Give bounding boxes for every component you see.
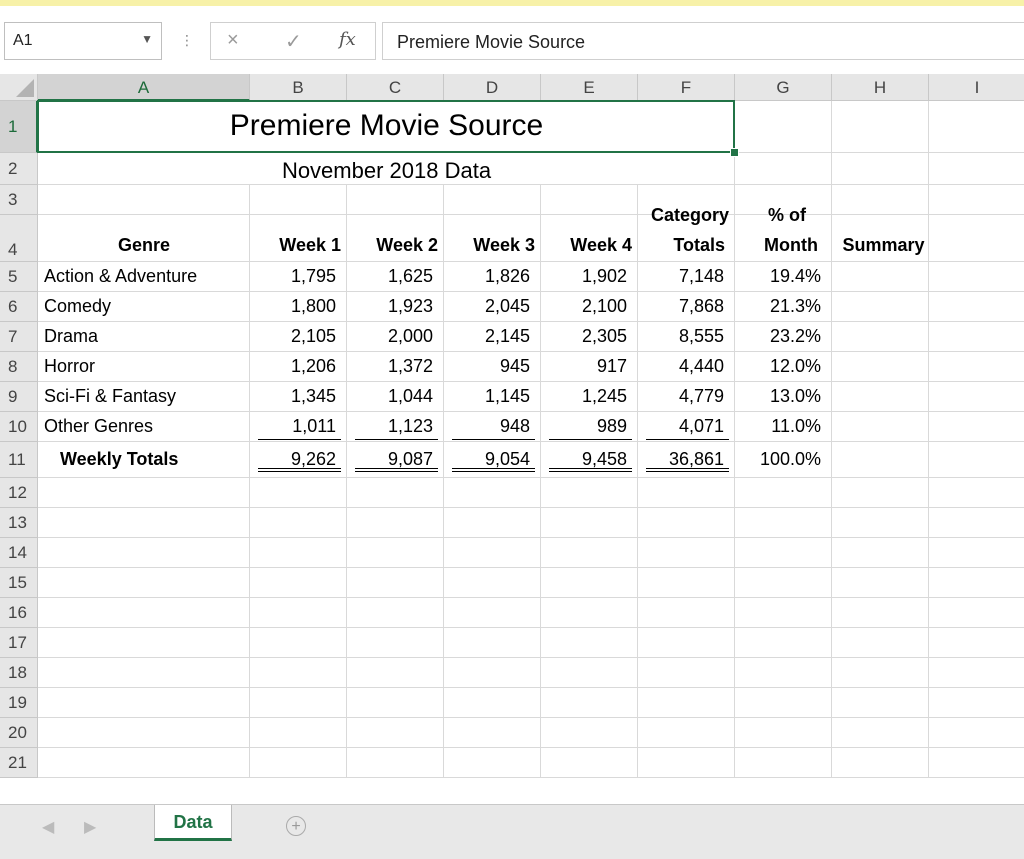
drag-handle-icon[interactable]: ⋮ — [180, 32, 193, 48]
cell[interactable] — [250, 478, 347, 508]
total-w2: 9,087 — [387, 449, 433, 469]
cell[interactable] — [38, 185, 250, 215]
cell[interactable] — [444, 538, 541, 568]
cell[interactable] — [38, 598, 250, 628]
value-total: 4,071 — [678, 416, 724, 436]
name-box[interactable] — [4, 22, 162, 60]
cell[interactable] — [444, 508, 541, 538]
row-header-21[interactable]: 21 — [0, 748, 38, 778]
cell[interactable] — [347, 688, 444, 718]
cell[interactable] — [832, 322, 929, 352]
value-w3: 1,826 — [484, 266, 530, 286]
double-underline — [646, 468, 729, 472]
value-w2: 2,000 — [387, 326, 433, 346]
genre-label: Drama — [44, 326, 99, 346]
cell[interactable] — [929, 688, 1024, 718]
cell[interactable] — [250, 688, 347, 718]
cell[interactable] — [38, 658, 250, 688]
value-total: 7,868 — [678, 296, 724, 316]
cell[interactable] — [638, 568, 735, 598]
cell[interactable] — [735, 598, 832, 628]
cell[interactable] — [347, 478, 444, 508]
cell[interactable] — [929, 352, 1024, 382]
cell[interactable] — [444, 658, 541, 688]
row-header-9[interactable]: 9 — [0, 382, 38, 412]
next-sheet-icon[interactable]: ▶ — [84, 819, 97, 836]
value-w2: 1,044 — [387, 386, 433, 406]
cell[interactable] — [929, 382, 1024, 412]
value-w1: 2,105 — [290, 326, 336, 346]
cell[interactable] — [38, 748, 250, 778]
cell[interactable] — [832, 292, 929, 322]
fill-handle[interactable] — [730, 148, 739, 157]
cell[interactable] — [541, 508, 638, 538]
cell[interactable] — [444, 628, 541, 658]
value-w4: 1,245 — [581, 386, 627, 406]
cell[interactable] — [638, 718, 735, 748]
cell[interactable] — [929, 658, 1024, 688]
cell[interactable] — [347, 658, 444, 688]
formula-bar — [0, 6, 1024, 73]
row-header-16[interactable]: 16 — [0, 598, 38, 628]
cell[interactable] — [541, 628, 638, 658]
total-w3: 9,054 — [484, 449, 530, 469]
cell[interactable] — [929, 718, 1024, 748]
genre-label: Sci-Fi & Fantasy — [44, 386, 177, 406]
value-w2: 1,123 — [387, 416, 433, 436]
cell[interactable] — [638, 688, 735, 718]
cell[interactable] — [541, 688, 638, 718]
cell[interactable] — [250, 538, 347, 568]
header-week2: Week 2 — [376, 235, 438, 255]
header-genre: Genre — [117, 235, 171, 255]
weekly-totals-label: Weekly Totals — [60, 449, 179, 469]
value-w4: 2,305 — [581, 326, 627, 346]
cell[interactable] — [347, 598, 444, 628]
value-w2: 1,372 — [387, 356, 433, 376]
cell[interactable] — [832, 153, 929, 185]
value-total: 7,148 — [678, 266, 724, 286]
row-header-7[interactable]: 7 — [0, 322, 38, 352]
double-underline — [355, 468, 438, 472]
cell[interactable] — [832, 718, 929, 748]
row-header-17[interactable]: 17 — [0, 628, 38, 658]
value-w2: 1,923 — [387, 296, 433, 316]
value-w1: 1,795 — [290, 266, 336, 286]
value-w3: 1,145 — [484, 386, 530, 406]
cell[interactable] — [929, 628, 1024, 658]
value-total: 4,440 — [678, 356, 724, 376]
cell[interactable] — [250, 658, 347, 688]
header-week4: Week 4 — [570, 235, 632, 255]
cell[interactable] — [541, 658, 638, 688]
cell[interactable] — [444, 718, 541, 748]
cell[interactable] — [735, 153, 832, 185]
header-summary: Summary — [842, 235, 925, 255]
genre-label: Other Genres — [44, 416, 154, 436]
cell[interactable] — [929, 538, 1024, 568]
single-underline — [549, 439, 632, 440]
cell[interactable] — [735, 718, 832, 748]
cell[interactable] — [541, 185, 638, 215]
cell[interactable] — [250, 748, 347, 778]
column-header-i[interactable]: I — [929, 74, 1024, 101]
cell[interactable] — [541, 748, 638, 778]
row-header-6[interactable]: 6 — [0, 292, 38, 322]
column-header-f[interactable]: F — [638, 74, 735, 101]
cell[interactable] — [832, 658, 929, 688]
total-pct: 100.0% — [759, 449, 821, 469]
cell[interactable] — [735, 478, 832, 508]
cell[interactable] — [735, 568, 832, 598]
row-header-20[interactable]: 20 — [0, 718, 38, 748]
cell[interactable] — [38, 568, 250, 598]
row-header-18[interactable]: 18 — [0, 658, 38, 688]
cell[interactable] — [832, 101, 929, 153]
cell[interactable] — [638, 658, 735, 688]
cell[interactable] — [929, 101, 1024, 153]
cell[interactable] — [541, 568, 638, 598]
cell[interactable] — [250, 718, 347, 748]
total-w1: 9,262 — [290, 449, 336, 469]
cell[interactable] — [832, 185, 929, 215]
sheet-tab-bar — [0, 804, 1024, 859]
enter-icon[interactable]: ✓ — [285, 31, 302, 53]
cell[interactable] — [832, 628, 929, 658]
column-header-e[interactable]: E — [541, 74, 638, 101]
cell[interactable] — [250, 508, 347, 538]
value-w1: 1,206 — [290, 356, 336, 376]
single-underline — [258, 439, 341, 440]
cell[interactable] — [929, 748, 1024, 778]
select-all-corner[interactable] — [0, 74, 38, 101]
prev-sheet-icon[interactable]: ◀ — [42, 819, 55, 836]
cell[interactable] — [347, 748, 444, 778]
value-w1: 1,800 — [290, 296, 336, 316]
value-w3: 2,045 — [484, 296, 530, 316]
value-pct: 23.2% — [769, 326, 821, 346]
column-header-g[interactable]: G — [735, 74, 832, 101]
cell[interactable] — [638, 628, 735, 658]
cell[interactable] — [38, 628, 250, 658]
cell[interactable] — [38, 508, 250, 538]
row-header-5[interactable]: 5 — [0, 262, 38, 292]
row-header-14[interactable]: 14 — [0, 538, 38, 568]
cell[interactable] — [735, 538, 832, 568]
value-w3: 948 — [499, 416, 530, 436]
cell[interactable] — [929, 292, 1024, 322]
cell[interactable] — [38, 688, 250, 718]
cell[interactable] — [347, 185, 444, 215]
cell[interactable] — [929, 215, 1024, 262]
value-w1: 1,345 — [290, 386, 336, 406]
value-pct: 21.3% — [769, 296, 821, 316]
cell[interactable] — [347, 538, 444, 568]
cell[interactable] — [541, 478, 638, 508]
total-total: 36,861 — [668, 449, 724, 469]
cell[interactable] — [347, 508, 444, 538]
genre-label: Action & Adventure — [44, 266, 198, 286]
cell[interactable] — [832, 568, 929, 598]
cancel-icon[interactable]: × — [227, 29, 239, 51]
cell[interactable] — [832, 688, 929, 718]
row-header-12[interactable]: 12 — [0, 478, 38, 508]
cell[interactable] — [250, 185, 347, 215]
cell[interactable] — [929, 185, 1024, 215]
value-total: 4,779 — [678, 386, 724, 406]
cell[interactable] — [638, 748, 735, 778]
value-w4: 2,100 — [581, 296, 627, 316]
cell[interactable] — [929, 262, 1024, 292]
row-header-2[interactable]: 2 — [0, 153, 38, 185]
column-header-c[interactable]: C — [347, 74, 444, 101]
cell[interactable] — [832, 748, 929, 778]
name-box-value: A1 — [13, 32, 33, 49]
cell[interactable] — [347, 568, 444, 598]
value-pct: 12.0% — [769, 356, 821, 376]
single-underline — [355, 439, 438, 440]
value-w4: 917 — [596, 356, 627, 376]
cell[interactable] — [832, 412, 929, 442]
column-header-b[interactable]: B — [250, 74, 347, 101]
cell[interactable] — [832, 382, 929, 412]
cell[interactable] — [735, 628, 832, 658]
formula-input[interactable] — [382, 22, 1024, 60]
cell[interactable] — [832, 442, 929, 478]
cell[interactable] — [929, 322, 1024, 352]
cell[interactable] — [638, 508, 735, 538]
cell[interactable] — [444, 688, 541, 718]
genre-label: Horror — [44, 356, 96, 376]
value-total: 8,555 — [678, 326, 724, 346]
active-cell-selection — [37, 100, 735, 153]
header-week1: Week 1 — [279, 235, 341, 255]
cell[interactable] — [832, 508, 929, 538]
row-header-8[interactable]: 8 — [0, 352, 38, 382]
value-w2: 1,625 — [387, 266, 433, 286]
chevron-down-icon[interactable]: ▼ — [141, 32, 153, 46]
cell[interactable] — [735, 748, 832, 778]
cell[interactable] — [38, 478, 250, 508]
header-week3: Week 3 — [473, 235, 535, 255]
header-pct: % of — [768, 205, 806, 225]
cell[interactable] — [444, 748, 541, 778]
value-pct: 11.0% — [771, 416, 821, 436]
value-w4: 989 — [596, 416, 627, 436]
cell[interactable] — [929, 598, 1024, 628]
genre-label: Comedy — [44, 296, 112, 316]
sheet-title: Premiere Movie Source — [229, 109, 544, 142]
column-header-a[interactable]: A — [38, 74, 250, 101]
cell[interactable] — [250, 598, 347, 628]
insert-function-icon[interactable]: fx — [339, 29, 356, 50]
column-header-h[interactable]: H — [832, 74, 929, 101]
cell[interactable] — [929, 153, 1024, 185]
cell[interactable] — [638, 598, 735, 628]
cell[interactable] — [444, 185, 541, 215]
value-pct: 19.4% — [769, 266, 821, 286]
cell[interactable] — [832, 598, 929, 628]
add-sheet-icon[interactable]: + — [286, 816, 306, 836]
row-header-10[interactable]: 10 — [0, 412, 38, 442]
cell[interactable] — [38, 538, 250, 568]
cell[interactable] — [929, 508, 1024, 538]
sheet-tab-data[interactable]: Data — [154, 805, 232, 841]
cell[interactable] — [541, 718, 638, 748]
cell[interactable] — [347, 718, 444, 748]
worksheet-grid[interactable] — [0, 74, 1024, 804]
cell[interactable] — [735, 658, 832, 688]
cell[interactable] — [832, 352, 929, 382]
formula-buttons — [210, 22, 376, 60]
cell[interactable] — [735, 101, 832, 153]
cell[interactable] — [929, 568, 1024, 598]
row-header-13[interactable]: 13 — [0, 508, 38, 538]
cell[interactable] — [347, 628, 444, 658]
cell[interactable] — [832, 262, 929, 292]
row-header-19[interactable]: 19 — [0, 688, 38, 718]
cell[interactable] — [929, 478, 1024, 508]
formula-input-value: Premiere Movie Source — [397, 32, 586, 52]
cell[interactable] — [832, 538, 929, 568]
double-underline — [549, 468, 632, 472]
header-category: Category — [650, 205, 729, 225]
single-underline — [646, 439, 729, 440]
cell[interactable] — [638, 478, 735, 508]
cell[interactable] — [929, 442, 1024, 478]
row-header-4[interactable]: 4 — [0, 215, 38, 262]
value-w3: 945 — [499, 356, 530, 376]
cell[interactable] — [735, 688, 832, 718]
double-underline — [258, 468, 341, 472]
row-header-11[interactable]: 11 — [0, 442, 38, 478]
cell[interactable] — [541, 598, 638, 628]
value-w4: 1,902 — [581, 266, 627, 286]
cell[interactable] — [38, 718, 250, 748]
cell[interactable] — [735, 508, 832, 538]
column-header-d[interactable]: D — [444, 74, 541, 101]
header-totals: Totals — [673, 235, 725, 255]
cell[interactable] — [929, 412, 1024, 442]
cell[interactable] — [444, 598, 541, 628]
row-header-3[interactable]: 3 — [0, 185, 38, 215]
double-underline — [452, 468, 535, 472]
value-w1: 1,011 — [292, 416, 336, 436]
cell[interactable] — [541, 538, 638, 568]
cell[interactable] — [444, 478, 541, 508]
single-underline — [452, 439, 535, 440]
cell[interactable] — [250, 628, 347, 658]
value-w3: 2,145 — [484, 326, 530, 346]
value-pct: 13.0% — [769, 386, 821, 406]
header-month: Month — [764, 235, 818, 255]
row-header-1[interactable]: 1 — [0, 101, 38, 153]
sheet-subtitle: November 2018 Data — [281, 158, 492, 183]
total-w4: 9,458 — [581, 449, 627, 469]
cell[interactable] — [638, 538, 735, 568]
row-header-15[interactable]: 15 — [0, 568, 38, 598]
cell[interactable] — [444, 568, 541, 598]
cell[interactable] — [250, 568, 347, 598]
cell[interactable] — [832, 478, 929, 508]
